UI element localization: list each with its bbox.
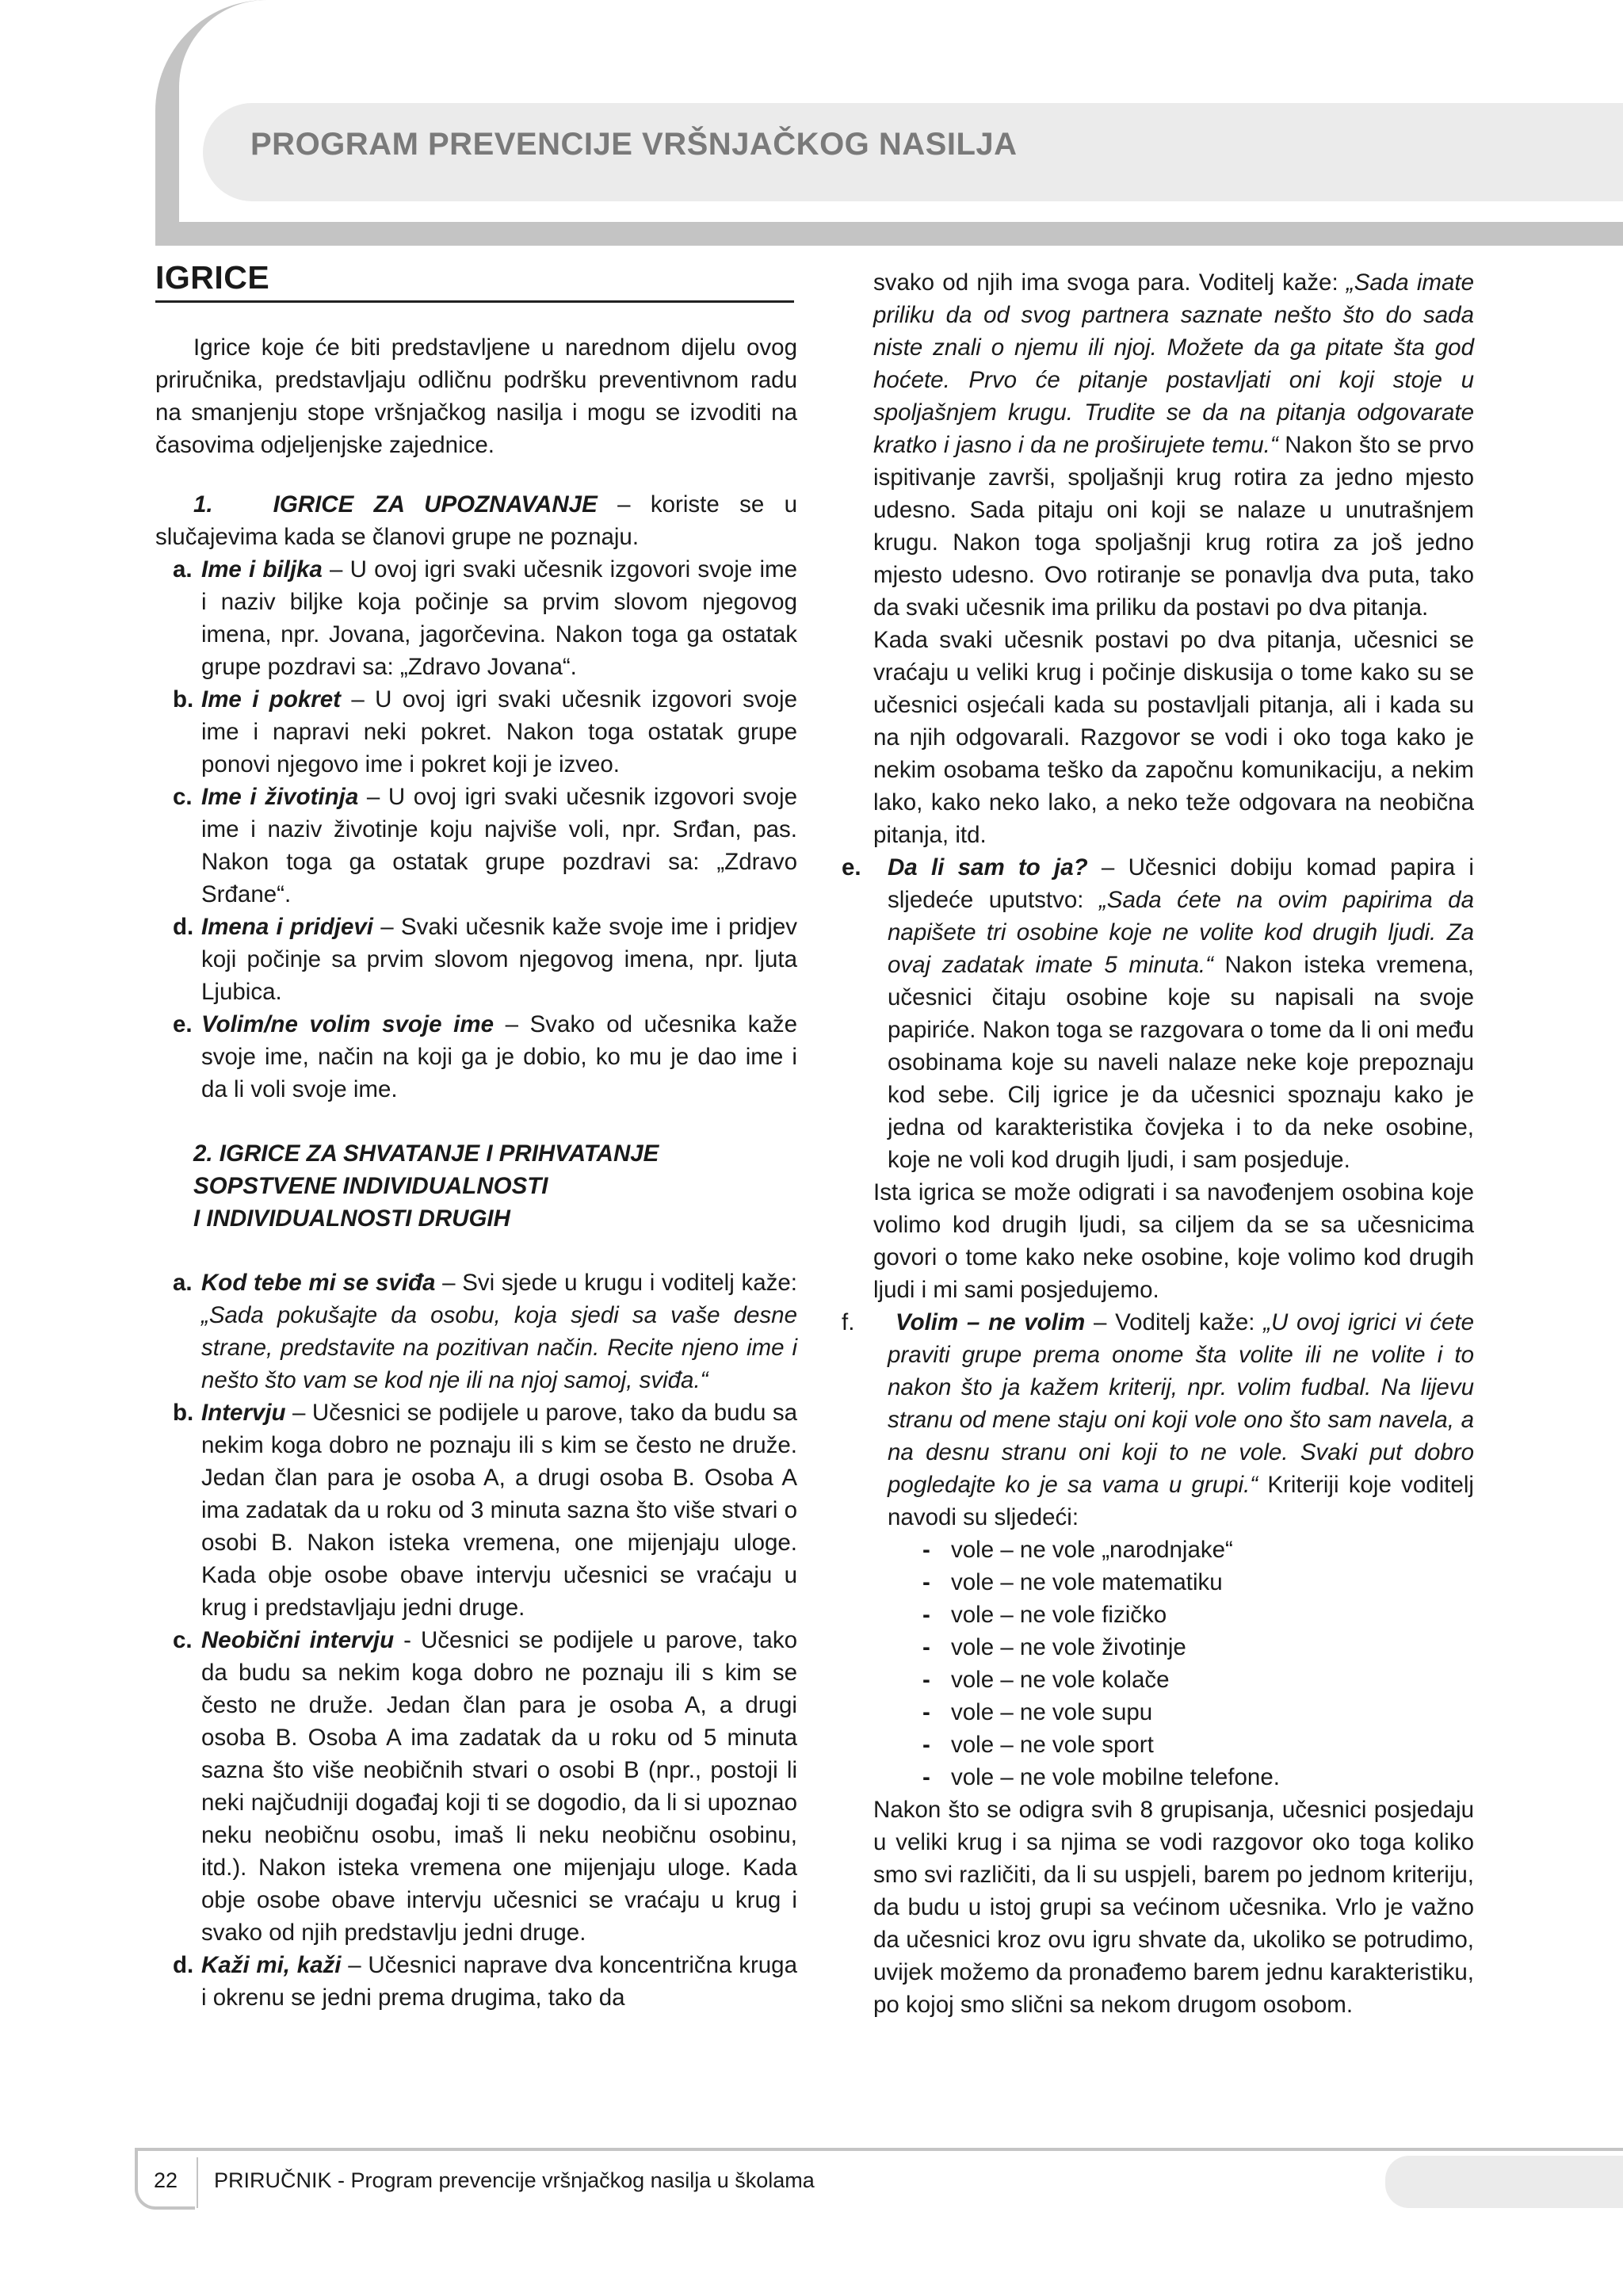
game-text: svako od njih ima svoga para. Voditelj kaže:	[873, 269, 1346, 296]
game-d-discussion: Kada svaki učesnik postavi po dva pitanja, učesnici se vraćaju u veliki krug i počinje diskusija o tome kako su se učesnici osjećali kada su postavljali pitanja, ali i kada su na njih odgovarali. Razgovor se vodi i oko toga kako je nekim osobama teško da započnu komunikaciju, a nekim lako, kako neko lako, a neko teže odgovara na neobična pitanja, itd.	[873, 627, 1474, 848]
list-marker: a.	[173, 1270, 193, 1296]
game-name: Imena i pridjevi	[201, 914, 373, 940]
game-name: Volim – ne volim	[896, 1309, 1086, 1335]
game-text: – Učesnici naprave dva koncentrična kruga i okrenu se jedni prema drugima, tako da	[201, 1952, 797, 2011]
list-marker: b.	[173, 1400, 194, 1426]
group2-title-line: 2. IGRICE ZA SHVATANJE I PRIHVATANJE	[193, 1140, 659, 1167]
group1-num: 1.	[193, 491, 213, 518]
list-item	[155, 553, 797, 683]
game-text: – Učesnici se podijele u parove, tako da budu sa nekim koga dobro ne poznaju ili s kim se često ne druže. Jedan član para je osoba A, a drugi osoba B. Osoba A ima zadatak da u roku od 3 minuta sazna što više stvari o osobi B. Nakon isteka vremena, one mijenjaju uloge. Kada obje osobe obave intervju učesnici se vraćaju u krug i predstavljaju jedni druge.	[201, 1400, 797, 1621]
game-text: – Voditelj kaže:	[1085, 1309, 1264, 1335]
list-item	[155, 1008, 797, 1106]
criteria-text: vole – ne vole „narodnjake“	[951, 1537, 1233, 1563]
page-header-title: PROGRAM PREVENCIJE VRŠNJAČKOG NASILJA	[250, 127, 1018, 162]
list-item	[155, 1266, 797, 1396]
game-text: – U ovoj igri svaki učesnik izgovori svoje ime i naziv biljke koja počinje sa prvim slovom njegovog imena, npr. Jovana, jagorčevina. Nakon toga ga ostatak grupe pozdravi sa: „Zdravo Jovana“.	[201, 556, 798, 680]
criteria-text: vole – ne vole mobilne telefone.	[951, 1764, 1280, 1790]
list-marker: a.	[173, 556, 193, 583]
list-marker: e.	[842, 854, 861, 881]
list-marker: c.	[173, 784, 193, 810]
list-marker: d.	[173, 914, 194, 940]
footer-separator	[197, 2157, 198, 2208]
game-quote: „Sada ćete na ovim papirima da napišete tri osobine koje ne volite kod drugih ljudi. Za ovaj zadatak imate 5 minuta.“	[888, 887, 1474, 978]
list-marker: f.	[842, 1309, 855, 1335]
criteria-text: vole – ne vole životinje	[951, 1634, 1186, 1660]
group1-title: IGRICE ZA UPOZNAVANJE	[273, 491, 598, 518]
criteria-item: - vole – ne vole životinje	[922, 1634, 1186, 1660]
game-text: Nakon što se prvo ispitivanje završi, spoljašnji krug rotira za jedno mjesto udesno. Sada pitaju oni koji se nalaze u unutrašnjem krugu. Nakon toga spoljašnji krug rotira za još jedno mjesto udesno. Ovo rotiranje se ponavlja dva puta, tako da svaki učesnik ima priliku da postavi po dva pitanja.	[873, 432, 1474, 621]
footer-text: PRIRUČNIK - Program prevencije vršnjačkog nasilja u školama	[214, 2168, 815, 2192]
section-title: IGRICE	[155, 262, 794, 303]
list-item	[155, 911, 797, 1008]
criteria-text: vole – ne vole supu	[951, 1699, 1153, 1725]
list-marker: e.	[173, 1011, 193, 1037]
game-text: - Učesnici se podijele u parove, tako da budu sa nekim koga dobro ne poznaju ili s kim se često ne druže. Jedan član para je osoba A, a drugi osoba B. Osoba A ima zadatak da u roku od 5 minuta sazna što više neobičnih stvari o osobi B (npr., postoji li neki najčudniji događaj koji ti se dogodio, da li si upoznao neku neobičnu osobu, imaš li neku neobičnu osobinu, itd.). Nakon isteka vremena one mijenjaju uloge. Kada obje osobe obave intervju učesnici se vraćaju u krug i svako od njih predstavlju jedni druge.	[201, 1627, 797, 1946]
list-item	[842, 1306, 1474, 1534]
game-name: Ime i životinja	[201, 784, 359, 810]
criteria-text: vole – ne vole kolače	[951, 1667, 1170, 1693]
game-text: Nakon isteka vremena, učesnici čitaju osobine koje su napisali na svoje papiriće. Nakon toga se razgovara o tome da li oni među osobinama koje su naveli nalaze neke koje prepoznaju kod sebe. Cilj igrice je da učesnici spoznaju kako je jedna od karakteristika čovjeka i to da neke osobine, koje ne voli kod drugih ljudi, i sam posjeduje.	[888, 952, 1474, 1173]
game-name: Ime i biljka	[201, 556, 323, 583]
right-column	[842, 266, 1475, 2021]
criteria-item: - vole – ne vole „narodnjake“	[922, 1537, 1233, 1563]
game-text: – Svaki učesnik kaže svoje ime i pridjev koji počinje sa prvim slovom njegovog imena, npr. ljuta Ljubica.	[201, 914, 797, 1005]
game-quote: „U ovoj igrici vi ćete praviti grupe prema onome šta volite ili ne volite i to nakon što ja kažem kriterij, npr. volim fudbal. Na lijevu stranu od mene staju oni koji vole ono što sam navela, a na desnu stranu oni koji to ne vole. Svaki put dobro pogledajte ko je sa vama u grupi.“	[888, 1309, 1475, 1498]
criteria-item: - vole – ne vole mobilne telefone.	[922, 1764, 1280, 1790]
game-name: Kod tebe mi se sviđa	[201, 1270, 436, 1296]
game-d-continued	[873, 266, 1474, 624]
criteria-text: vole – ne vole sport	[951, 1732, 1154, 1758]
list-item	[155, 683, 797, 781]
game-text: – Svako od učesnika kaže svoje ime, način na koji ga je dobio, ko mu je dao ime i da li voli svoje ime.	[201, 1011, 797, 1102]
game-quote: „Sada imate priliku da od svog partnera saznate nešto što do sada niste znali o njemu ili njoj. Možete da ga pitate šta god hoćete. Prvo će pitanje postavljati oni koji stoje u spoljašnjem krugu. Trudite se da na pitanja odgovarate kratko i jasno i da ne proširujete temu.“	[873, 269, 1474, 458]
game-quote: „Sada pokušajte da osobu, koja sjedi sa vaše desne strane, predstavite na pozitivan način. Recite njeno ime i nešto što vam se kod nje ili na njoj samoj, sviđa.“	[201, 1302, 797, 1393]
list-item	[842, 851, 1474, 1176]
game-f-conclusion: Nakon što se odigra svih 8 grupisanja, učesnici posjedaju u veliki krug i sa njima se vodi razgovor oko toga koliko smo svi različiti, da li su uspjeli, barem po jednom kriteriju, da budu u istoj grupi sa većinom učesnika. Vrlo je važno da učesnici kroz ovu igru shvate da, ukoliko se potrudimo, uvijek možemo da pronađemo barem jednu karakteristiku, po kojoj smo slični sa nekom drugom osobom.	[873, 1797, 1474, 2018]
game-name: Kaži mi, kaži	[201, 1952, 342, 1978]
game-text: – U ovoj igri svaki učesnik izgovori svoje ime i napravi neki pokret. Nakon toga ostatak grupe ponovi njegovo ime i pokret koji je izveo.	[201, 686, 797, 777]
game-text: Kriteriji koje voditelj navodi su sljedeći:	[888, 1472, 1474, 1530]
game-text: – Svi sjede u krugu i voditelj kaže:	[435, 1270, 797, 1296]
game-name: Neobični intervju	[201, 1627, 395, 1653]
list-marker: d.	[173, 1952, 194, 1978]
criteria-text: vole – ne vole fizičko	[951, 1602, 1167, 1628]
list-marker: b.	[173, 686, 194, 712]
group2-title-line: SOPSTVENE INDIVIDUALNOSTI	[193, 1173, 548, 1199]
criteria-item: - vole – ne vole sport	[922, 1732, 1154, 1758]
group1-desc: – koriste se u slučajevima kada se članovi grupe ne poznaju.	[155, 491, 797, 550]
footer-line	[135, 2148, 1623, 2151]
group1-heading	[155, 488, 797, 553]
game-name: Da li sam to ja?	[888, 854, 1088, 881]
game-name: Volim/ne volim svoje ime	[201, 1011, 494, 1037]
criteria-item: - vole – ne vole kolače	[922, 1667, 1170, 1693]
criteria-item: - vole – ne vole matematiku	[922, 1569, 1223, 1595]
intro-paragraph: Igrice koje će biti predstavljene u narednom dijelu ovog priručnika, predstavljaju odličnu podršku preventivnom radu na smanjenju stope vršnjačkog nasilja i mogu se izvoditi na časovima odjeljenjske zajednice.	[155, 334, 797, 458]
criteria-text: vole – ne vole matematiku	[951, 1569, 1223, 1595]
criteria-item: - vole – ne vole fizičko	[922, 1602, 1167, 1628]
footer-tab	[1385, 2156, 1623, 2208]
list-item	[155, 1396, 797, 1624]
game-name: Ime i pokret	[201, 686, 341, 712]
game-name: Intervju	[201, 1400, 286, 1426]
list-marker: c.	[173, 1627, 193, 1653]
group2-title-line: I INDIVIDUALNOSTI DRUGIH	[193, 1205, 510, 1232]
list-item	[155, 781, 797, 911]
page-number: 22	[154, 2168, 178, 2192]
game-e-variant: Ista igrica se može odigrati i sa navođenjem osobina koje volimo kod drugih ljudi, sa ciljem da se sa učesnicima govori o tome kako neke osobine, koje volimo kod drugih ljudi i mi sami posjedujemo.	[873, 1179, 1474, 1303]
list-item	[155, 1624, 797, 1949]
game-text: – U ovoj igri svaki učesnik izgovori svoje ime i naziv životinje koju najviše voli, npr. Srđan, pas. Nakon toga ga ostatak grupe pozdravi sa: „Zdravo Srđane“.	[201, 784, 797, 907]
game-text: – Učesnici dobiju komad papira i sljedeće uputstvo:	[888, 854, 1474, 913]
left-column	[155, 259, 798, 2014]
list-item	[155, 1949, 797, 2014]
criteria-item: - vole – ne vole supu	[922, 1699, 1153, 1725]
